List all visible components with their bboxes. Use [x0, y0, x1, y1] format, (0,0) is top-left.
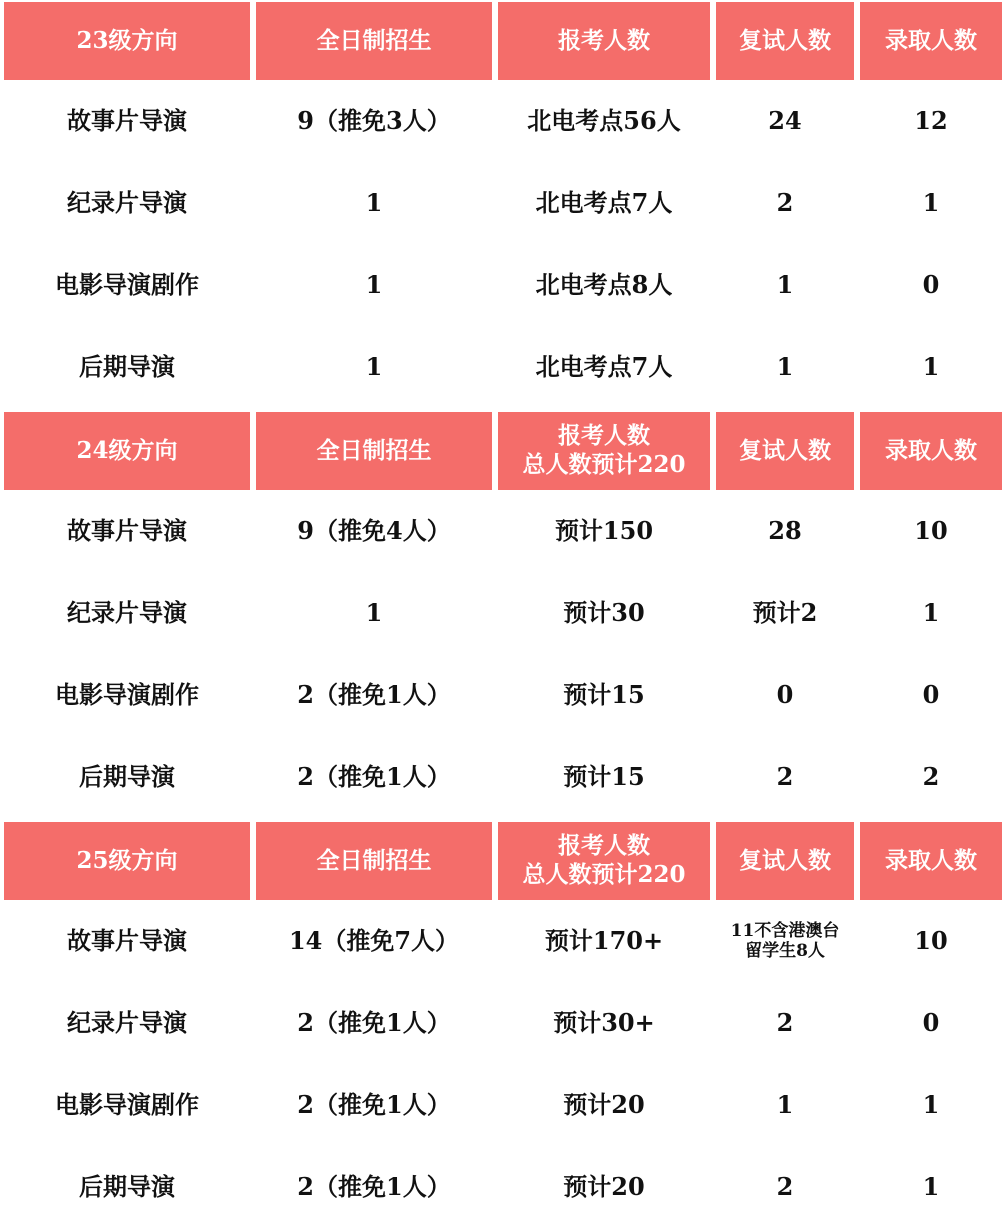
cell-admitted: 0 [922, 680, 940, 710]
cell-direction: 纪录片导演 [67, 188, 187, 218]
cell-applicants: 预计30+ [553, 1008, 655, 1038]
cell-full-time: 1 [365, 598, 383, 628]
table-row [0, 326, 1008, 408]
cell-full-time: 2（推免1人） [297, 762, 451, 792]
table-row [0, 572, 1008, 654]
cell-retest-value: 预计2 [752, 598, 818, 628]
section-24 [0, 412, 1008, 818]
cell-full-time: 9（推免4人） [297, 516, 451, 546]
cell-retest [716, 982, 854, 1064]
cell-direction: 电影导演剧作 [55, 270, 199, 300]
table-row [0, 654, 1008, 736]
section-23 [0, 2, 1008, 408]
cell-retest [716, 326, 854, 408]
cell-applicants: 预计20 [563, 1172, 645, 1202]
cell-admitted: 1 [922, 1172, 940, 1202]
cell-retest [716, 572, 854, 654]
header-row [0, 412, 1008, 490]
header-admitted: 录取人数 [860, 2, 1002, 80]
header-direction: 25级方向 [4, 822, 250, 900]
header-full-time: 全日制招生 [256, 822, 492, 900]
cell-retest [716, 490, 854, 572]
header-retest: 复试人数 [716, 412, 854, 490]
cell-retest [716, 900, 854, 982]
cell-applicants: 北电考点56人 [527, 106, 681, 136]
cell-retest-value: 24 [768, 106, 802, 136]
cell-full-time: 2（推免1人） [297, 1172, 451, 1202]
cell-applicants: 北电考点8人 [535, 270, 673, 300]
header-row [0, 822, 1008, 900]
cell-applicants: 北电考点7人 [535, 188, 673, 218]
cell-retest [716, 244, 854, 326]
section-25 [0, 822, 1008, 1228]
cell-applicants: 北电考点7人 [535, 352, 673, 382]
table-row [0, 1064, 1008, 1146]
cell-direction: 故事片导演 [67, 516, 187, 546]
cell-admitted: 1 [922, 598, 940, 628]
cell-applicants: 预计170+ [544, 926, 664, 956]
cell-applicants: 预计30 [563, 598, 645, 628]
header-retest: 复试人数 [716, 2, 854, 80]
header-admitted: 录取人数 [860, 822, 1002, 900]
header-full-time: 全日制招生 [256, 2, 492, 80]
cell-admitted: 10 [914, 926, 948, 956]
header-direction: 23级方向 [4, 2, 250, 80]
cell-retest [716, 654, 854, 736]
cell-retest-line2: 留学生8人 [745, 941, 825, 961]
cell-admitted: 12 [914, 106, 948, 136]
cell-full-time: 1 [365, 188, 383, 218]
header-applicants [498, 412, 710, 490]
header-applicants-line1: 报考人数 [558, 26, 650, 54]
cell-full-time: 1 [365, 352, 383, 382]
table-row [0, 900, 1008, 982]
table-row [0, 982, 1008, 1064]
cell-admitted: 1 [922, 188, 940, 218]
table-row [0, 80, 1008, 162]
header-applicants-line1: 报考人数 [558, 422, 650, 450]
table-row [0, 244, 1008, 326]
cell-direction: 后期导演 [79, 762, 175, 792]
cell-direction: 电影导演剧作 [55, 1090, 199, 1120]
cell-direction: 后期导演 [79, 352, 175, 382]
cell-direction: 纪录片导演 [67, 1008, 187, 1038]
cell-retest-value: 2 [776, 762, 794, 792]
header-applicants [498, 822, 710, 900]
cell-applicants: 预计150 [554, 516, 654, 546]
cell-retest-value: 2 [776, 1172, 794, 1202]
cell-retest-value: 1 [776, 270, 794, 300]
cell-direction: 纪录片导演 [67, 598, 187, 628]
cell-full-time: 2（推免1人） [297, 1090, 451, 1120]
cell-admitted: 1 [922, 352, 940, 382]
cell-admitted: 10 [914, 516, 948, 546]
table-row [0, 1146, 1008, 1228]
cell-retest-value: 2 [776, 1008, 794, 1038]
cell-admitted: 0 [922, 1008, 940, 1038]
cell-retest [716, 80, 854, 162]
header-applicants [498, 2, 710, 80]
table-row [0, 736, 1008, 818]
cell-applicants: 预计15 [563, 680, 645, 710]
header-direction: 24级方向 [4, 412, 250, 490]
table-row [0, 162, 1008, 244]
header-full-time: 全日制招生 [256, 412, 492, 490]
cell-applicants: 预计20 [563, 1090, 645, 1120]
cell-direction: 电影导演剧作 [55, 680, 199, 710]
cell-retest [716, 1146, 854, 1228]
cell-full-time: 2（推免1人） [297, 1008, 451, 1038]
cell-retest-value: 2 [776, 188, 794, 218]
cell-retest-line1: 11不含港澳台 [730, 920, 840, 941]
header-applicants-line2: 总人数预计220 [522, 451, 686, 478]
cell-direction: 后期导演 [79, 1172, 175, 1202]
cell-full-time: 9（推免3人） [297, 106, 451, 136]
cell-applicants: 预计15 [563, 762, 645, 792]
cell-retest-value: 0 [776, 680, 794, 710]
header-retest: 复试人数 [716, 822, 854, 900]
header-applicants-line1: 报考人数 [558, 832, 650, 860]
cell-admitted: 2 [922, 762, 940, 792]
cell-retest-value: 28 [768, 516, 802, 546]
header-admitted: 录取人数 [860, 412, 1002, 490]
header-applicants-line2: 总人数预计220 [522, 861, 686, 888]
cell-retest [716, 736, 854, 818]
table-row [0, 490, 1008, 572]
cell-admitted: 0 [922, 270, 940, 300]
cell-admitted: 1 [922, 1090, 940, 1120]
cell-retest-value: 1 [776, 352, 794, 382]
cell-full-time: 1 [365, 270, 383, 300]
cell-retest-value: 1 [776, 1090, 794, 1120]
cell-retest [716, 1064, 854, 1146]
cell-direction: 故事片导演 [67, 926, 187, 956]
cell-retest [716, 162, 854, 244]
cell-direction: 故事片导演 [67, 106, 187, 136]
header-row [0, 2, 1008, 80]
cell-full-time: 2（推免1人） [297, 680, 451, 710]
cell-full-time: 14（推免7人） [288, 926, 460, 956]
